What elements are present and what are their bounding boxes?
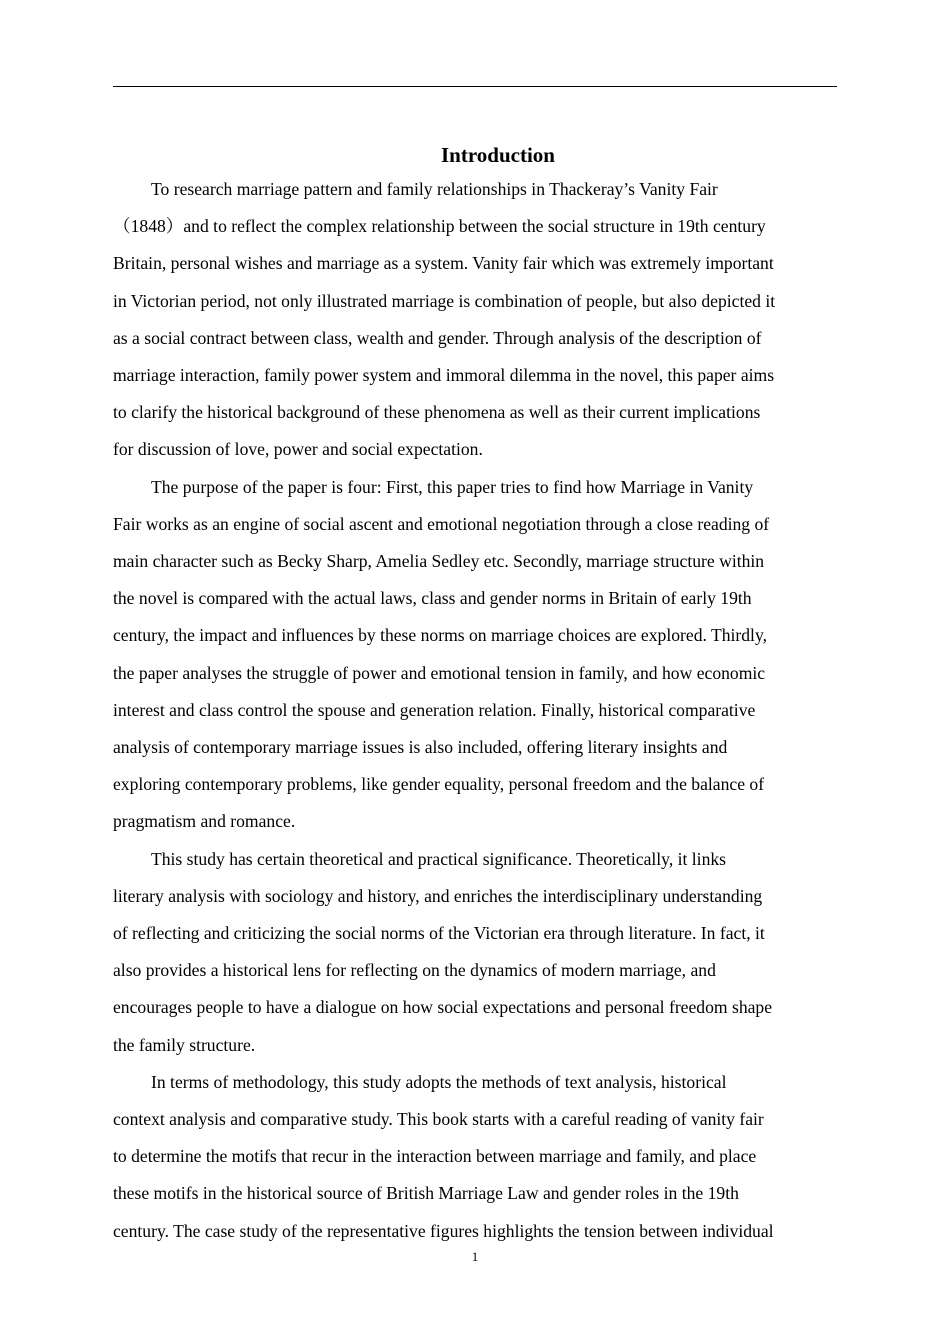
paragraph-line: encourages people to have a dialogue on how social expectations and personal freedom shape (113, 997, 773, 1018)
paragraph-line: analysis of contemporary marriage issues is also included, offering literary insights and (113, 737, 728, 758)
section-title: Introduction (441, 143, 555, 167)
paragraph-line: main character such as Becky Sharp, Amelia Sedley etc. Secondly, marriage structure within (113, 551, 765, 572)
paragraph-line: Fair works as an engine of social ascent and emotional negotiation through a close reading of (113, 513, 770, 534)
paragraph-line: the paper analyses the struggle of power and emotional tension in family, and how economic (113, 662, 766, 683)
paragraph-line: these motifs in the historical source of British Marriage Law and gender roles in the 19th (113, 1183, 739, 1204)
paragraph-line: To research marriage pattern and family relationships in Thackeray’s Vanity Fair (151, 179, 718, 199)
body-paragraph (113, 1064, 837, 1250)
paragraph-line: Britain, personal wishes and marriage as a system. Vanity fair which was extremely important (113, 253, 774, 274)
paragraph-line: pragmatism and romance. (113, 811, 296, 832)
paragraph-line: for discussion of love, power and social expectation. (113, 439, 483, 460)
body-paragraph (113, 469, 837, 841)
paragraph-line: the family structure. (113, 1034, 256, 1055)
paragraph-line: the novel is compared with the actual laws, class and gender norms in Britain of early 19th (113, 588, 752, 609)
paragraph-line: in Victorian period, not only illustrated marriage is combination of people, but also depicted it (113, 290, 776, 311)
paragraph-line: This study has certain theoretical and practical significance. Theoretically, it links (151, 848, 727, 869)
paragraph-line: of reflecting and criticizing the social norms of the Victorian era through literature. In fact, it (113, 923, 765, 944)
paragraph-line: century, the impact and influences by these norms on marriage choices are explored. Thirdly, (113, 625, 767, 646)
body-paragraph (113, 171, 837, 469)
body-paragraph (113, 841, 837, 1064)
paragraph-line: century. The case study of the representative figures highlights the tension between individual (113, 1220, 774, 1241)
paragraph-line: marriage interaction, family power system and immoral dilemma in the novel, this paper aims (113, 365, 775, 386)
paragraph-line: The purpose of the paper is four: First, this paper tries to find how Marriage in Vanity (151, 476, 754, 497)
header-rule (113, 86, 837, 87)
paragraph-line: （1848）and to reflect the complex relationship between the social structure in 19th century (113, 216, 766, 237)
paragraph-line: to clarify the historical background of these phenomena as well as their current implications (113, 402, 761, 423)
paragraph-line: In terms of methodology, this study adopts the methods of text analysis, historical (151, 1071, 727, 1092)
paragraph-line: literary analysis with sociology and history, and enriches the interdisciplinary understanding (113, 885, 763, 906)
paragraph-line: exploring contemporary problems, like gender equality, personal freedom and the balance of (113, 774, 765, 795)
paragraph-line: to determine the motifs that recur in the interaction between marriage and family, and place (113, 1146, 757, 1167)
paragraph-line: as a social contract between class, wealth and gender. Through analysis of the description of (113, 327, 762, 348)
paragraph-line: interest and class control the spouse and generation relation. Finally, historical comparative (113, 699, 756, 720)
page-number: 1 (471, 1249, 479, 1264)
body-text (113, 171, 837, 1250)
paragraph-line: also provides a historical lens for reflecting on the dynamics of modern marriage, and (113, 960, 716, 981)
paragraph-line: context analysis and comparative study. This book starts with a careful reading of vanity fair (113, 1109, 764, 1130)
